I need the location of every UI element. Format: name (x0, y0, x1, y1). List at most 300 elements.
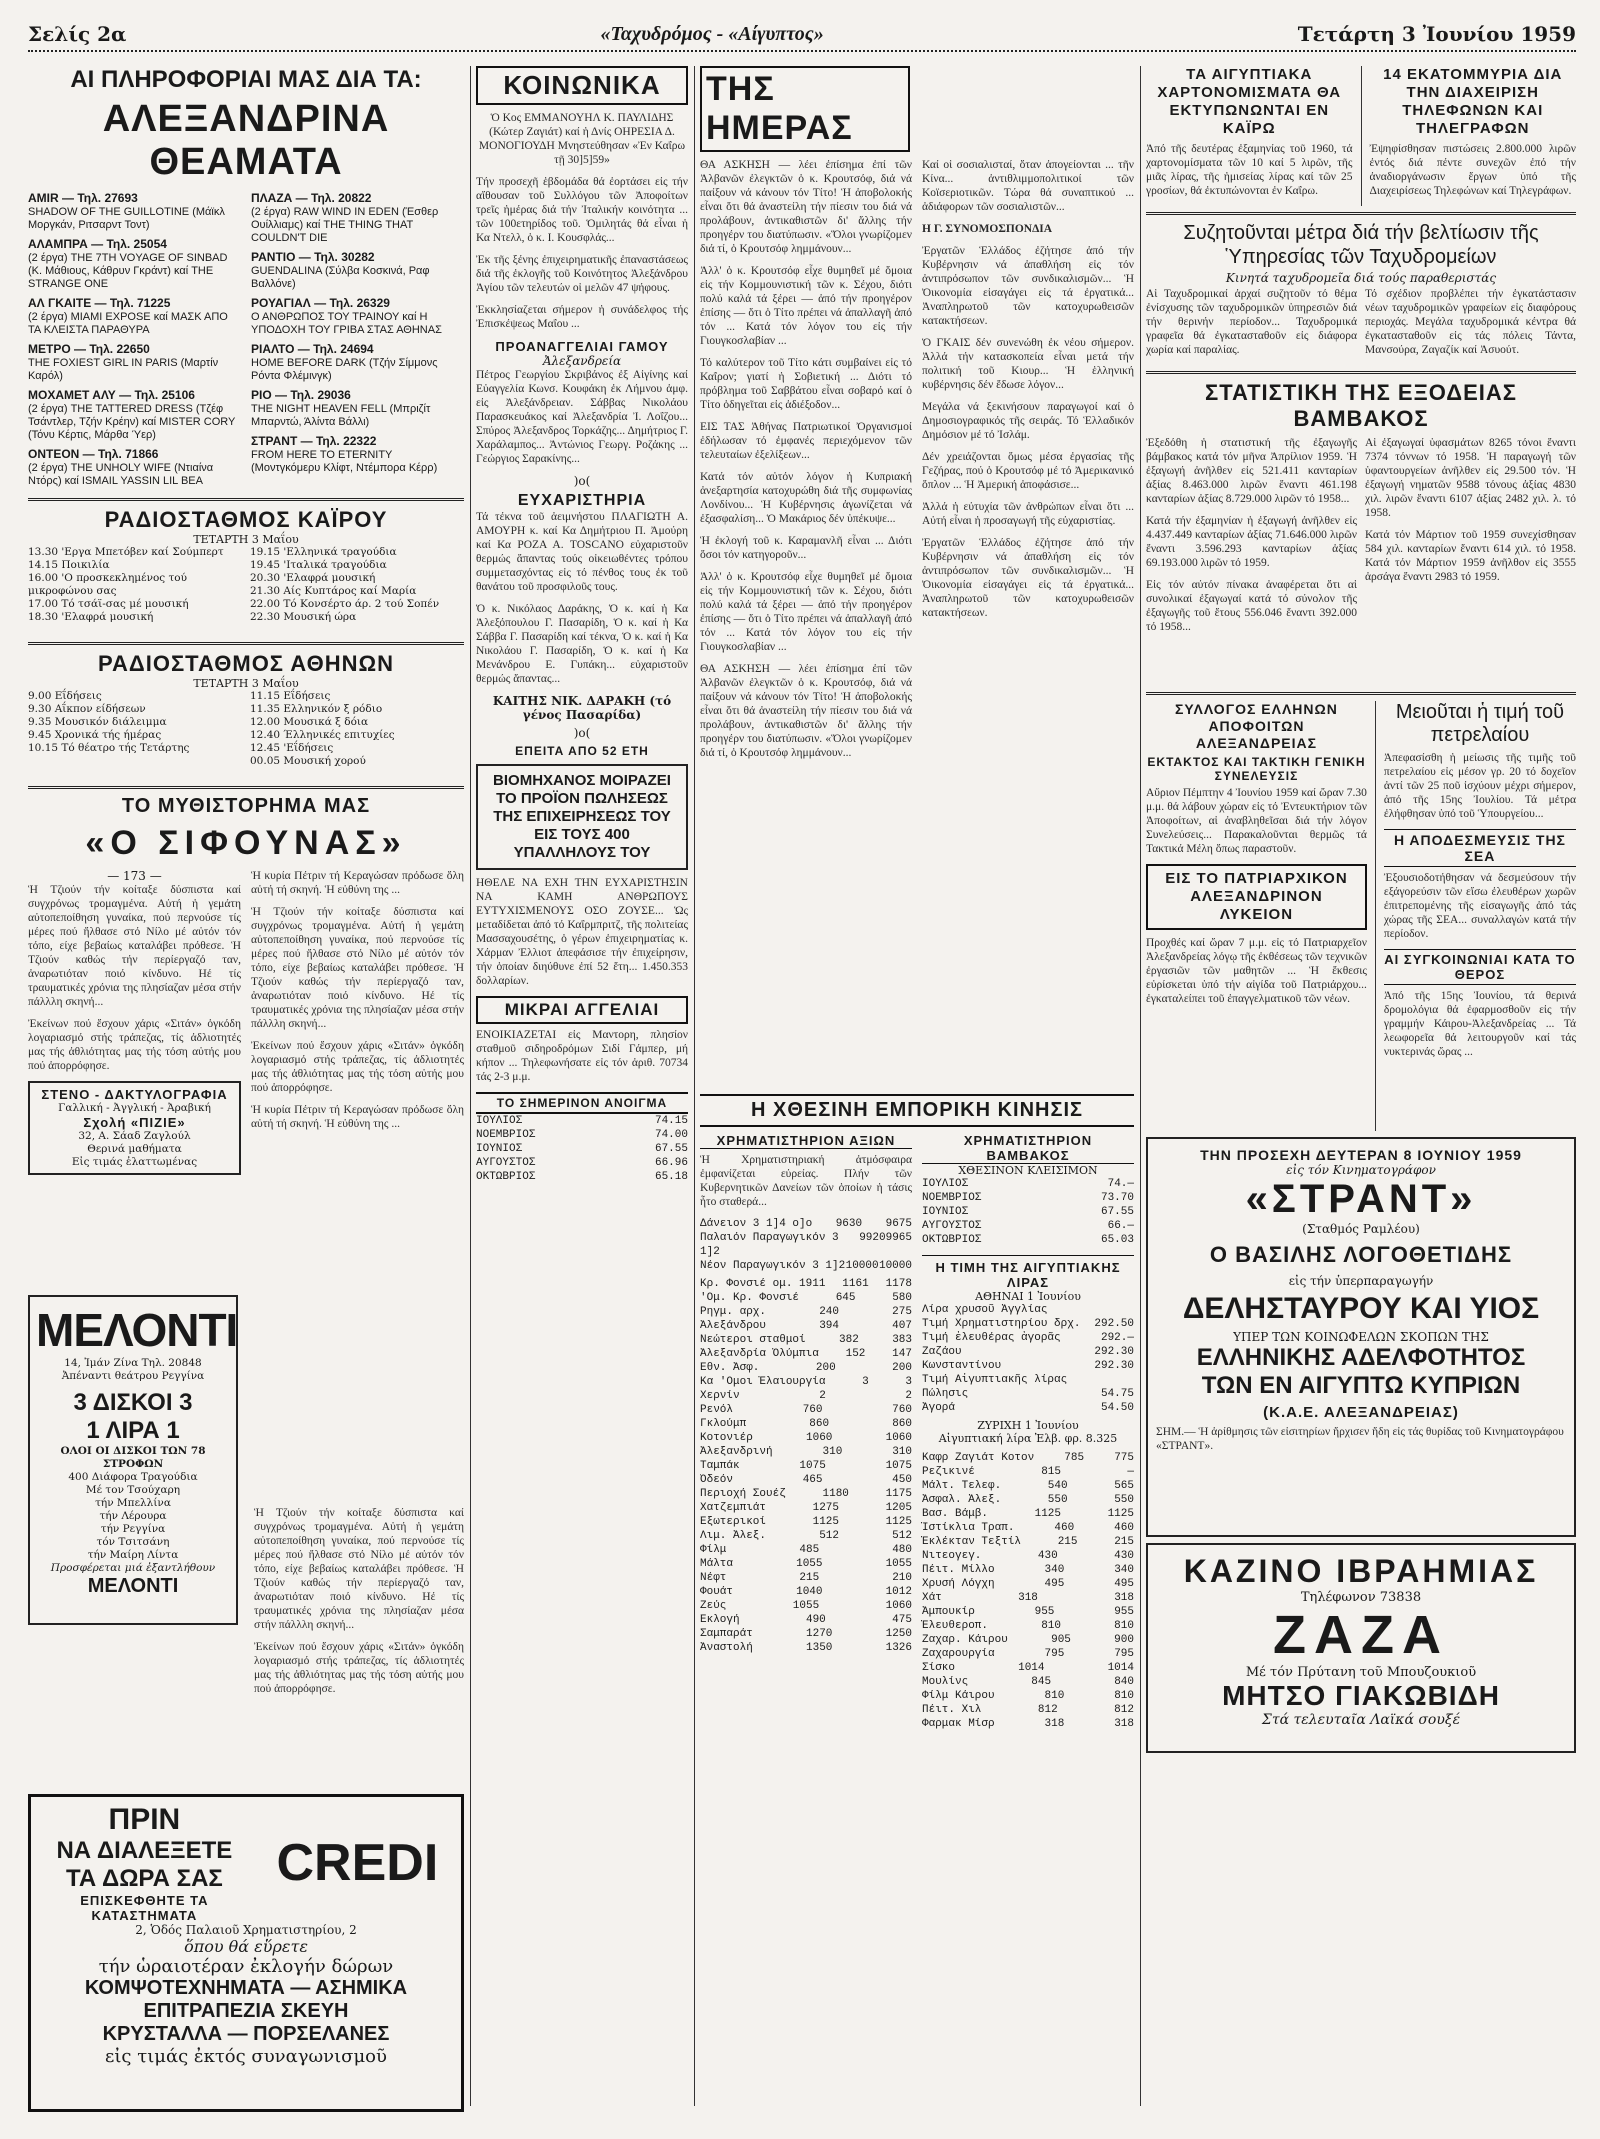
stock-row (922, 1535, 1134, 1549)
theatre-name: ΣΤΡΑΝΤ — Τηλ. 22322 (251, 434, 377, 448)
stock-row-cell: Καφρ Ζαγιάτ Κοτον (922, 1452, 1035, 1464)
stock-row-cell: Φουάτ (700, 1586, 734, 1598)
stock-row-cell: Νεώτεροι σταθμοί (700, 1334, 806, 1346)
stock-row-cell: Ἀλεξανδρινή (700, 1446, 773, 1458)
stock-row-cell: 1275 (812, 1502, 839, 1514)
credi-line: ΠΡΙΝ (108, 1803, 181, 1836)
cotton-open-row (476, 1156, 688, 1170)
cotton-open-list (476, 1114, 688, 1184)
theatre-name: ΑΛ ΓΚΑΙΤΕ — Τηλ. 71225 (28, 296, 171, 310)
stock-row (700, 1431, 912, 1445)
credi-address: 2, Ὁδός Παλαιοῦ Χρηματιστηρίου, 2 (135, 1923, 357, 1937)
theatre-program: THE FOXIEST GIRL IN PARIS (Μαρτίν Καρόλ) (28, 357, 219, 382)
strand-actor: Ο ΒΑΣΙΛΗΣ ΛΟΓΟΘΕΤΙΔΗΣ (1209, 1242, 1513, 1267)
theatre-name: ΡΙΟ — Τηλ. 29036 (251, 388, 351, 402)
cotton-sub: ΧΘΕΣΙΝΟΝ ΚΛΕΙΣΙΜΟΝ (958, 1164, 1098, 1177)
pound-row (922, 1359, 1134, 1373)
oil-heading: Μειοῦται ἡ τιμή τοῦ πετρελαίου (1395, 701, 1565, 746)
stock-row (700, 1361, 912, 1375)
stock-row-cell: 318 (1044, 1718, 1065, 1730)
credi-line: ΚΡΥΣΤΑΛΛΑ — ΠΟΡΣΕΛΑΝΕΣ (102, 2023, 390, 2045)
stock-row-cell: 210 (892, 1572, 912, 1584)
stock-row (700, 1305, 912, 1319)
stocks-paragraph: Ἡ Χρηματιστηριακή ἀτμόσφαιρα ἐμφανίζεται εὐρείας. Πλήν τῶν Κυβερνητικῶν Δανείων τῶν ὁποίων ἡ τάσις ἦτο σταθερά... (700, 1154, 912, 1208)
stock-row (922, 1703, 1134, 1717)
article-paragraph: ΘΑ ΑΣΚΗΣΗ — λέει ἐπίσημα ἐπί τῶν Ἀλβανῶν ἐλεγκτῶν ὁ κ. Κρουτσόφ, διά νά παίξουν νά κάνουν τόν Τίτο! Ἡ ἀποβολοκής εἶναι ὅτι θά ἀναστείλη τήν πίεσιν του διά νά προλάβουν, ἀντικαθιστῶν δι' ἄλλης τήν προηγέρν του διατύπωσιν. «Ὅλοι γνωρίζομεν διά τί, ὁ Κρουτσόφ λημμάνουν... (700, 663, 912, 759)
stock-row-cell: 318 (1018, 1592, 1038, 1604)
stock-row-cell: Ἀλεξάνδρου (700, 1320, 767, 1332)
pound-row-cell: 292.— (1100, 1332, 1134, 1344)
bond-row-cell: 9920 (859, 1232, 886, 1244)
cotton-row-cell: 67.55 (1100, 1206, 1134, 1218)
strand-org: ΕΛΛΗΝΙΚΗΣ ΑΔΕΛΦΟΤΗΤΟΣ (1196, 1344, 1526, 1371)
stock-row-cell: 3 (862, 1376, 869, 1388)
stock-row-cell: Κοτονιέρ (700, 1432, 753, 1444)
article-paragraph: Τό καλύτερον τοῦ Τίτο κάτι συμβαίνει εἰς τό Καΐρον; γιατί ἡ Σοβιετική ... Διότι τό πρόβλημα τοῦ Σαββάτου εἶναι σοβαρό καί ὁ Τίτο ὁδηγεῖται εἰς ἀδιέξοδον... (700, 357, 912, 411)
stock-row-cell: 1178 (885, 1278, 912, 1290)
stock-row-cell: 580 (892, 1292, 912, 1304)
theatre-entry (28, 192, 241, 232)
theatre-name: ΡΟΥΑΓΙΑΛ — Τηλ. 26329 (251, 296, 390, 310)
article-paragraph: Ὁ ΓΚΑΙΣ δέν συνενώθη ἐκ νέου σήμερον. Ἀλλά τήν κατασκοπεία εἶναι μετά τήν πολιτική τοῦ Κιουρ... Ἡ ἑλληνική κυβέρνησις δέν ἔδωσε λόγον... (922, 337, 1134, 391)
meloni-singer: τόν Τσιτσάνη (96, 1536, 170, 1548)
stock-row (700, 1543, 912, 1557)
cotton-row-cell: ΑΥΓΟΥΣΤΟΣ (922, 1220, 982, 1232)
radio-program: 9.45 Χρονικά τής ήμέρας (28, 729, 162, 741)
stock-row-cell: 760 (892, 1404, 912, 1416)
stock-row-cell: Ζαχαρουργία (922, 1648, 995, 1660)
stock-row (700, 1389, 912, 1403)
stock-row-cell: Μάλτα (700, 1558, 734, 1570)
bond-row-cell: 10000 (845, 1260, 879, 1272)
cotton-open-row-cell: 74.15 (654, 1115, 688, 1127)
weddings-list: Πέτρος Γεωργίου Σκριβάνος ἐξ Αἰγίνης καί Εὐαγγελία Κωνσ. Κουφάκη ἐκ Λήμνου ἀμφ. εἰς Ἀλεξάνδρειαν. Σάββας Νικολάου Παρασκευάκος καί Ἀλεξανδρία Ἰ. Λοΐζου... Σπύρος Ἀλεξανδρος Τορκάζης... Δημήτριος Γ. Χαράλαμπος... Ἀντώνιος Γεωργ. Ροζάκης ... Γεώργιος Σαρακίνης... (476, 369, 688, 465)
stock-row-cell: 1055 (792, 1600, 820, 1612)
masthead: «Ταχυδρόμος - «Αίγυπτος» (600, 22, 824, 45)
stock-row-cell: 812 (1037, 1704, 1058, 1716)
stock-row-cell: 450 (892, 1474, 912, 1486)
stock-row-cell: 550 (1114, 1494, 1134, 1506)
stock-row-cell: 147 (892, 1348, 912, 1360)
stock-row (922, 1563, 1134, 1577)
stocks-table-2 (922, 1451, 1134, 1731)
stock-row-cell: 1060 (885, 1600, 912, 1612)
stock-row-cell: Κρ. Φονσιέ ομ. 1911 (700, 1278, 826, 1290)
stock-row-cell: 1014 (1018, 1662, 1045, 1674)
stock-row-cell: 955 (1114, 1606, 1134, 1618)
of-the-day-right (922, 158, 1134, 1086)
meloni-singer: τήν Μπελλίνα (95, 1497, 171, 1509)
credi-line: ὅπου θά εὕρετε (184, 1937, 308, 1956)
stock-row-cell: 760 (802, 1404, 823, 1416)
sea-paragraph: Ἐξουσιοδοτήθησαν νά δεσμεύσουν τήν εξάγορεύσιν τῶν εἴσω ἐλευθέρων χωρῶν ἐπιτρεπομένης τῆς εἰσαγωγῆς ἀπό τάς χώρας τῆς ΣΕΑ... συναλλαγών κατά τήν περίοδον. (1383, 872, 1576, 940)
article-paragraph: Κατά τόν αὐτόν λόγον ἡ Κυπριακή ἀνεξαρτησία κατοχυρώθη διά τῆς συμφωνίας Λονδίνου... Ἡ Κυβέρνησις ἀγωνίζεται νά ἐξασφαλίση... Ὁ Μακάριος δέν ὑπέκυψε... (700, 471, 912, 525)
stock-row-cell: 2 (819, 1390, 826, 1402)
strand-note: ΣΗΜ.— Ἡ ἀρίθμησις τῶν εἰσιτηρίων ἤρχισεν ἤδη εἰς τάς θυρίδας τοῦ Κινηματογράφου «ΣΤΡΑΝΤ». (1156, 1426, 1564, 1452)
info-heading: ΑΙ ΠΛΗΡΟΦΟΡΙΑΙ ΜΑΣ ΔΙΑ ΤΑ: (70, 66, 422, 93)
stock-row (922, 1521, 1134, 1535)
stock-row-cell: Ρεζικινέ (922, 1466, 975, 1478)
cotton-row (922, 1191, 1134, 1205)
stock-row-cell: 215 (1114, 1536, 1134, 1548)
cotton-open-row (476, 1170, 688, 1184)
cotton-open-heading: ΤΟ ΣΗΜΕΡΙΝΟΝ ΑΝΟΙΓΜΑ (476, 1092, 688, 1114)
stock-row-cell: Ἰστίκλια Τραπ. (922, 1522, 1015, 1534)
meloni-bottom: ΜΕΛΟΝΤΙ (87, 1575, 179, 1597)
pound-row-cell: Τιμή ἐλευθέρας ἀγορᾶς (922, 1332, 1061, 1344)
stock-row-cell: 900 (1114, 1634, 1134, 1646)
radio-program: 21.30 Αίς Κυπτάρος καί Μαρία (250, 585, 417, 597)
cotton-row (922, 1219, 1134, 1233)
novel-paragraph: Ἡ Τζιούν τήν κοίταξε δύσπιστα καί συγχρόνως τρομαγμένα. Αὐτή ἡ γεμάτη αὐτοπεποίθηση γυναίκα, πού περνούσε τίς μέρες πού ἤλθασε στό Νίλο μέ αὐτόν τόν τόπο, είχε βεβαίως καταλάβει πρόθεσε. Ἡ Τζιούν καθώς τήν περίεργαζό ταν, ἀναρωτιόταν ποιό κίνδυνο. Ηέ τίς τραυματικές χρόνια της πλησίαζαν μέσα στήν πάλλλη σκηνή... (28, 884, 241, 1008)
casino-with: Μέ τόν Πρύτανη τοῦ Μπουζουκιοῦ (1245, 1665, 1477, 1680)
stock-row-cell: Μουλίνς (922, 1676, 969, 1688)
theatre-name: ΜΕΤΡΟ — Τηλ. 22650 (28, 342, 150, 356)
stock-row-cell: 200 (892, 1362, 912, 1374)
alumni-article (1146, 701, 1367, 1131)
theatre-name: ΠΛΑΖΑ — Τηλ. 20822 (251, 191, 372, 205)
post-heading: Συζητοῦνται μέτρα διά τήν βελτίωσιν τῆς Ὑπηρεσίας τῶν Ταχυδρομείων (1183, 222, 1539, 268)
column-rule (1140, 66, 1141, 2106)
meloni-offer2: 1 ΛΙΡΑ 1 (86, 1417, 180, 1444)
bond-row-cell: 9965 (885, 1232, 912, 1244)
stock-row-cell: 152 (845, 1348, 866, 1360)
radio-program: 22.30 Μουσική ώρα (250, 611, 357, 623)
stock-row-cell: Ζεύς (700, 1600, 727, 1612)
stock-row (700, 1627, 912, 1641)
steno-line: ΣΤΕΝΟ - ΔΑΚΤΥΛΟΓΡΑΦΙΑ (41, 1087, 228, 1102)
pound-row (922, 1401, 1134, 1415)
cotton-open-row-cell: ΝΟΕΜΒΡΙΟΣ (476, 1129, 536, 1141)
stock-row-cell: 495 (1044, 1578, 1065, 1590)
radio-athens-left (28, 690, 242, 780)
theatre-name: ΜΟΧΑΜΕΤ ΑΛΥ — Τηλ. 25106 (28, 388, 195, 402)
strand-ad (1146, 1137, 1576, 1537)
theatre-program: HOME BEFORE DARK (Τζήν Σίμμονς Ρόντα Φλέμινγκ) (251, 357, 438, 382)
meloni-address: 14, Ἰμάν Ζίνα Τηλ. 20848 (64, 1357, 202, 1369)
pound-row (922, 1331, 1134, 1345)
stock-row-cell: 340 (1114, 1564, 1134, 1576)
stock-row-cell: Ἐθν. Ἀσφ. (700, 1362, 760, 1374)
commerce-section (700, 1094, 1134, 2104)
novel-paragraph: Ἐκείνων πού ἔσχουν χάρις «Σιτάν» ὀγκόδη λογαριασμό στής τράπεζας, τίς ἀδλιοτητές μας τής ἀθλιότητας μας τής τόση αὐτής μου πού ἀπορρόφησε. (251, 1040, 464, 1094)
bond-row (700, 1259, 912, 1273)
casino-act: ΖΑΖΑ (1273, 1605, 1449, 1665)
steno-line: Σχολή «ΠΙΖΙΕ» (83, 1115, 186, 1130)
stock-row-cell: Ὀδεόν (700, 1474, 734, 1486)
stock-row-cell: 550 (1047, 1494, 1068, 1506)
novel-paragraph: Ἡ κυρία Πέτριν τή Κεραγώσαν πρόδωσε ὅλη αὐτή τή σκηνή. Ἡ εὐθύνη της ... (251, 870, 464, 896)
theatre-name: ΡΙΑΛΤΟ — Τηλ. 24694 (251, 342, 374, 356)
stock-row-cell: 1270 (806, 1628, 833, 1640)
steno-line: Θερινά μαθήματα (87, 1143, 182, 1155)
strand-in: εἰς τήν ὑπερπαραγωγήν (1288, 1274, 1434, 1288)
radio-program: 9.35 Μουσικόν διάλειμμα (28, 716, 167, 728)
stock-row-cell: Ἐλευθεροπ. (922, 1620, 989, 1632)
stock-row-cell: 1055 (796, 1558, 823, 1570)
cotton-row-cell: 66.— (1107, 1220, 1134, 1232)
radio-cairo-right (250, 546, 464, 636)
pound-row-cell: Κωνσταντίνου (922, 1360, 1002, 1372)
stock-row-cell: 460 (1054, 1522, 1075, 1534)
bond-row-cell: Δάνειον 3 1]4 ο]ο (700, 1218, 813, 1230)
stock-row-cell: 1161 (842, 1278, 869, 1290)
radio-program: 9.30 Αΐκπον είδήσεων (28, 703, 146, 715)
transport-heading: ΑΙ ΣΥΓΚΟΙΝΩΝΙΑΙ ΚΑΤΑ ΤΟ ΘΕΡΟΣ (1384, 949, 1576, 985)
stock-row-cell: Ἀναστολή (700, 1642, 753, 1654)
stock-row (700, 1585, 912, 1599)
stock-row (700, 1571, 912, 1585)
stock-row-cell: Ἀλεξανδρία Ὀλύμπια (700, 1348, 819, 1360)
zurich-value: Αἰγυπτιακή λίρα Ἐλβ. φρ. 8.325 (938, 1432, 1118, 1445)
theatre-entry (251, 389, 464, 429)
after-paragraph: ΗΘΕΛΕ ΝΑ ΕΧΗ ΤΗΝ ΕΥΧΑΡΙΣΤΗΣΙΝ ΝΑ ΚΑΜΗ ΑΝΘΡΩΠΟΥΣ ΕΥΤΥΧΙΣΜΕΝΟΥΣ ΟΣΟ ΖΟΥΣΕ... Ὡς μεταδίδεται ἀπό τό Καΐρμπριτζ, τῆς πολιτείας Μασσαχουσέτης, ὁ γέρων ἐπιχειρηματίας κ. Χάρμαν Ἐλλιοτ ἀπεφάσισε τήν ἐπιχείρησιν, τήν ὁποίαν διηύθυνε ἐπί 52 ἔτη... 1.450.353 δολλαρίων. (476, 877, 688, 987)
theatre-entry (251, 251, 464, 291)
cotton-table (922, 1177, 1134, 1247)
stock-row-cell: 310 (822, 1446, 843, 1458)
stock-row-cell: Λιμ. Ἀλεξ. (700, 1530, 767, 1542)
pound-row-cell: Λίρα χρυσοῦ Ἀγγλίας (922, 1304, 1048, 1316)
social-paragraph: Ἐκκλησίαζεται σήμερον ἡ συνάδελφος τής Ἐπισκέψεως Μαΐου ... (476, 304, 688, 330)
stock-row-cell: Νέφτ (700, 1572, 727, 1584)
radio-program: 9.00 Εΐδήσεις (28, 690, 102, 702)
meloni-singers (36, 1484, 230, 1562)
theatre-program: SHADOW OF THE GUILLOTINE (Μάϊκλ Μοργκάν, Ριτσαρντ Τοντ) (28, 206, 225, 231)
alumni-paragraph: Αὔριον Πέμπτην 4 Ἰουνίου 1959 καί ὥραν 7.30 μ.μ. θά λάβουν χώραν εἰς τό Ἐντευκτήριον τῶν Ἀποφοίτων, αἱ ἀναβληθεῖσαι διά τήν λόγον Συνελεύσεις... Παρακαλοῦνται θερμῶς τά Τακτικά Μέλη ὅπως παραστοῦν. (1146, 787, 1367, 855)
stock-row (700, 1501, 912, 1515)
pound-row-cell: Πώλησις (922, 1388, 969, 1400)
telephones-article (1361, 66, 1577, 206)
divider (28, 786, 464, 789)
meloni-singer: τήν Λέρουρα (99, 1510, 167, 1522)
lyceum-paragraph: Προχθές καί ὥραν 7 μ.μ. εἰς τό Πατριαρχεῖον Ἀλεξανδρείας λόγῳ τῆς ἐκθέσεως τῶν τεχνικῶν ἐργασιῶν τῶν μαθητῶν ... Ἡ ἔκθεσις εὐρίσκεται ὑπό τήν αἰγίδα τοῦ Πατριάρχου... ἐγκαταλείπει τοῦ ἐπαγγελματικοῦ τῶν νέων. (1146, 937, 1367, 1005)
stock-row (700, 1291, 912, 1305)
radio-program: 16.00 'Ο προσκεκλημένος τού μικροφώνου σας (28, 572, 188, 597)
casino-artist: ΜΗΤΣΟ ΓΙΑΚΩΒΙΔΗ (1222, 1680, 1500, 1711)
social-paragraph: Ἐκ τῆς ξένης ἐπιχειρηματικῆς ἐπαναστάσεως διά τῆς ἐκλογῆς τοῦ Κοινότητος Ἀλεξάνδρου Ἀγίου τῶν τελευτών οἱ μελῶν 47 ψήφους. (476, 254, 688, 294)
stock-row-cell: Ἐξωτερικοί (700, 1516, 767, 1528)
zurich-label: ΖΥΡΙΧΗ 1 Ἰουνίου (977, 1419, 1079, 1432)
stock-row (922, 1451, 1134, 1465)
bond-row (700, 1217, 912, 1231)
stock-row-cell: 1075 (799, 1460, 826, 1472)
cotton-open-row (476, 1128, 688, 1142)
strand-line: εἰς τόν Κινηματογράφον (1286, 1163, 1436, 1177)
post-paragraph: Αἱ Ταχυδρομικαί ἀρχαί συζητοῦν τό θέμα ἐνίσχυσης τῶν ταχυδρομικῶν ὑπηρεσιῶν διά τήν θερινήν περίοδον... Ταχυδρομικά γραφεῖα θά ἐγκατασταθοῦν εἰς διάφορα χωρία καί παραλίας. (1146, 288, 1357, 356)
stock-row-cell: 460 (1114, 1522, 1134, 1534)
issue-date: Τετάρτη 3 Ἰουνίου 1959 (1297, 22, 1576, 46)
divider (28, 642, 464, 645)
stock-row-cell: Χερνίν (700, 1390, 740, 1402)
radio-cairo-day: ΤΕΤΑΡΤΗ 3 Μαΐου (193, 533, 299, 546)
stock-row (922, 1633, 1134, 1647)
cotton-row-cell: ΟΚΤΩΒΡΙΟΣ (922, 1234, 982, 1246)
of-the-day-left (700, 158, 912, 1086)
cotton-row-cell: ΙΟΥΝΙΟΣ (922, 1206, 969, 1218)
meloni-singer: τήν Μαίρη Λίντα (87, 1549, 179, 1561)
theatre-name: ΡΑΝΤΙΟ — Τηλ. 30282 (251, 250, 375, 264)
stock-row-cell: 475 (892, 1614, 912, 1626)
stock-row-cell: Χάτ (922, 1592, 942, 1604)
novel-paragraph: Ἐκείνων πού ἔσχουν χάρις «Σιτάν» ὀγκόδη λογαριασμό στής τράπεζας, τίς ἀδλιοτητές μας τής ἀθλιότητας μας τής τόση αὐτής μου πού ἀπορρόφησε. (254, 1641, 464, 1695)
radio-program: 00.05 Μουσική χορού (250, 755, 366, 767)
post-sub: Κινητά ταχυδρομεῖα διά τούς παραθεριστάς (1225, 271, 1497, 285)
strand-org: ΤΩΝ ΕΝ ΑΙΓΥΠΤΩ ΚΥΠΡΙΩΝ (1201, 1372, 1521, 1399)
pound-row (922, 1345, 1134, 1359)
stock-row-cell: 382 (839, 1334, 859, 1346)
stock-row-cell: 1055 (885, 1558, 912, 1570)
stock-row-cell: 840 (1114, 1676, 1134, 1688)
pound-row (922, 1317, 1134, 1331)
novel-paragraph: Ἡ Τζιούν τήν κοίταξε δύσπιστα καί συγχρόνως τρομαγμένα. Αὐτή ἡ γεμάτη αὐτοπεποίθηση γυναίκα, πού περνούσε τίς μέρες πού ἤλθασε στό Νίλο μέ αὐτόν τόν τόπο, είχε βεβαίως καταλάβει πρόθεσε. Ἡ Τζιούν καθώς τήν περίεργαζό ταν, ἀναρωτιόταν ποιό κίνδυνο. Ηέ τίς τραυματικές χρόνια της πλησίαζαν μέσα στήν πάλλλη σκηνή... (254, 1507, 464, 1631)
radio-program: 10.15 Τό θέατρο τής Τετάρτης (28, 742, 190, 754)
cotton-stats-paragraph: Ἐξεδόθη ἡ στατιστική τῆς ἐξαγωγῆς βάμβακος κατά τόν μῆνα Ἀπρίλιον 1959. Ἡ ἐξαγωγή ἀνῆλθεν εἰς 521.411 κανταρίων ἀξίας 8.463.000 λιρῶν ἔναντι 461.198 κανταρίων ἀξίας 8.729.000 λιρῶν τό 1958... (1146, 437, 1357, 505)
radio-program: 19.15 'Ελληνικά τραγούδια (250, 546, 397, 558)
thanks-paragraph: Τά τέκνα τοῦ ἀειμνήστου ΠΛΑΓΙΩΤΗ Α. ΑΜΟΥΡΗ κ. καί Κα Δημήτριου Π. Ἀμούρη καί Κα ΡΟΖΑ Α. TOSCANO εὐχαριστοῦν θερμώς ἅπαντας τούς οἰκειωθέντες τρόπου συμμετασχόντας εἰς τό πένθος τους ἐκ τοῦ θανάτου τοῦ προσφιλοῦς τους. (476, 511, 688, 593)
novel-right (251, 869, 464, 1289)
theatre-entry (28, 389, 241, 442)
stock-row-cell: 775 (1114, 1452, 1134, 1464)
bond-row-cell: Παλαιόν Παραγωγικόν 3 1]2 (700, 1232, 839, 1258)
radio-program: 14.15 Ποικιλία (28, 559, 110, 571)
credi-line: ΝΑ ΔΙΑΛΕΞΕΤΕ (56, 1837, 233, 1864)
stock-row-cell: 860 (892, 1418, 912, 1430)
stock-row-cell: 795 (1114, 1648, 1134, 1660)
stock-row (700, 1557, 912, 1571)
cotton-open-row-cell: 65.18 (654, 1171, 688, 1183)
radio-program: 18.30 'Ελαφρά μουσική (28, 611, 154, 623)
oil-paragraph: Ἀπεφασίσθη ἡ μείωσις τῆς τιμῆς τοῦ πετρελαίου εἰς μέσον γρ. 20 τό δοχεῖον ἀντί τῶν 25 ποῦ ἰσχύουν μέχρι σήμερον, ἀπό τῆς 15ης Ἰουλίου. Τά μέτρα ἐλήφθησαν ὑπό τοῦ Ὑπουργείου... (1383, 752, 1576, 820)
stock-row (922, 1577, 1134, 1591)
stock-row-cell: 495 (1114, 1578, 1134, 1590)
steno-line: 32, Α. Σάαδ Ζαγλούλ (78, 1130, 191, 1142)
stock-row-cell: Φαρμακ Μίσρ (922, 1718, 995, 1730)
theatre-program: (2 έργα) RAW WIND IN EDEN (Έσθερ Ουίλλιαμς) καί THE THING THAT COULDN'T DIE (251, 206, 439, 244)
column-rule (470, 66, 471, 2106)
pound-row-cell: Τιμή Χρηματιστηρίου δρχ. (922, 1318, 1081, 1330)
article-paragraph: Ἐργατῶν Ἑλλάδος ἐζήτησε ἀπό τήν Κυβέρνησιν νά ἀπαθλήση εἰς τόν ἀντιπρόσωπον τῶν συνδικαλισμῶν... Ἡ Ὀικονομία εἰσαγάγει εἰς τά ἐργατικά... Ἀναπληρωτοῦ τῶν κατοχυρωθεισῶν κατακτήσεων. (922, 537, 1134, 619)
theatre-entry (251, 192, 464, 245)
stock-row-cell: 512 (819, 1530, 839, 1542)
stock-row (700, 1459, 912, 1473)
meloni-footer: Προσφέρεται μιά ἐξαντλήθουν (50, 1562, 216, 1574)
pound-sub: ΑΘΗΝΑΙ 1 Ἰουνίου (975, 1290, 1081, 1303)
cotton-row (922, 1205, 1134, 1219)
column-rule (694, 66, 695, 2106)
cotton-row-cell: 74.— (1107, 1178, 1134, 1190)
radio-program: 20.30 'Ελαφρά μουσική (250, 572, 376, 584)
weddings-heading: ΠΡΟΑΝΑΓΓΕΛΙΑΙ ΓΑΜΟΥ (495, 339, 669, 354)
stock-row-cell: Ταμπάκ (700, 1460, 740, 1472)
radio-program: 12.00 Μουσικά ξ δόια (250, 716, 369, 728)
theatre-entry (28, 343, 241, 383)
after-heading: ΕΠΕΙΤΑ ΑΠΟ 52 ΕΤΗ (515, 744, 649, 758)
stocks-bonds (700, 1217, 912, 1273)
stock-row-cell: Ἀμπουκίρ (922, 1606, 975, 1618)
theatre-entry (28, 297, 241, 337)
stock-row-cell: Περιοχή Σουέζ (700, 1488, 786, 1500)
stock-row-cell: 810 (1044, 1690, 1065, 1702)
stock-row-cell: 430 (1037, 1550, 1058, 1562)
stock-row (700, 1529, 912, 1543)
stock-row-cell: Ρενόλ (700, 1404, 734, 1416)
cotton-heading: ΧΡΗΜΑΤΙΣΤΗΡΙΟΝ ΒΑΜΒΑΚΟΣ (922, 1133, 1134, 1164)
pound-row (922, 1303, 1134, 1317)
stock-row-cell: 785 (1064, 1452, 1085, 1464)
theatre-entry (251, 343, 464, 383)
theatre-entry (251, 297, 464, 337)
credi-brand: CREDI (276, 1834, 439, 1892)
pound-row-cell: Ζαζάου (922, 1346, 962, 1358)
cotton-stats-paragraph: Κατά τήν ἐξαμηνίαν ἡ ἐξαγωγή ἀνῆλθεν εἰς 4.437.449 κανταρίων ἀξίας 71.646.000 λιρῶν ἔναντι 3.596.293 κανταρίων ἀξίας 69.193.000 λιρῶν τό 1959. (1146, 515, 1357, 569)
stock-row-cell: Ζαχαρ. Κάιρου (922, 1634, 1008, 1646)
cotton-open-row-cell: ΙΟΥΝΙΟΣ (476, 1143, 523, 1155)
radio-program: 19.45 'Ιταλικά τραγούδια (250, 559, 387, 571)
stock-row-cell: 1075 (885, 1460, 912, 1472)
cotton-stats-paragraph: Εἰς τόν αὐτόν πίνακα ἀναφέρεται ὅτι αἱ συνολικαί ἐξαγωγαί κατά τό σύνολον τῆς ἐξαγωγῆς τοῦ ἔτους 556.046 ἔναντι 392.000 τό 1958... (1146, 579, 1357, 633)
sea-heading: Η ΑΠΟΔΕΣΜΕΥΣΙΣ ΤΗΣ ΣΕΑ (1384, 829, 1576, 867)
cotton-row (922, 1233, 1134, 1247)
alumni-sub: ΕΚΤΑΚΤΟΣ ΚΑΙ ΤΑΚΤΙΚΗ ΓΕΝΙΚΗ ΣΥΝΕΛΕΥΣΙΣ (1147, 755, 1366, 783)
banknotes-article (1146, 66, 1353, 206)
cotton-row-cell: 73.70 (1100, 1192, 1134, 1204)
pound-row-cell: 292.30 (1094, 1346, 1134, 1358)
radio-athens-right (250, 690, 464, 780)
stock-row-cell: Γκλούμπ (700, 1418, 747, 1430)
stock-row-cell: Φίλμ Κάιρου (922, 1690, 995, 1702)
stock-row-cell: 1205 (885, 1502, 912, 1514)
radio-program: 22.00 Τό Κονσέρτο άρ. 2 τού Σοπέν (250, 598, 440, 610)
credi-line: ΕΠΙΤΡΑΠΕΖΙΑ ΣΚΕΥΗ (143, 2000, 349, 2022)
stock-row-cell: 1012 (885, 1586, 912, 1598)
novel-paragraph: Ἡ Τζιούν τήν κοίταξε δύσπιστα καί συγχρόνως τρομαγμένα. Αὐτή ἡ γεμάτη αὐτοπεποίθηση γυναίκα, πού περνούσε τίς μέρες πού ἤλθασε στό Νίλο μέ αὐτόν τόν τόπο, είχε βεβαίως καταλάβει πρόθεσε. Ἡ Τζιούν καθώς τήν περίεργαζό ταν, ἀναρωτιόταν ποιό κίνδυνο. Ηέ τίς τραυματικές χρόνια της πλησίαζαν μέσα στήν πάλλλη σκηνή... (251, 906, 464, 1030)
cotton-row-cell: 65.03 (1100, 1234, 1134, 1246)
radio-program: 17.00 Τό τσάϊ-σας μέ μουσική (28, 598, 189, 610)
stock-row (922, 1717, 1134, 1731)
stock-row-cell: 465 (802, 1474, 823, 1486)
stock-row-cell: 1125 (885, 1516, 912, 1528)
page-number: Σελίς 2α (28, 22, 127, 46)
stock-row-cell: 810 (1041, 1620, 1061, 1632)
stock-row-cell: 'Ομ. Κρ. Φονσιέ (700, 1292, 800, 1304)
stock-row (700, 1487, 912, 1501)
stock-row (700, 1319, 912, 1333)
stock-row (700, 1347, 912, 1361)
cotton-open-row-cell: ΑΥΓΟΥΣΤΟΣ (476, 1157, 536, 1169)
stock-row-cell: 318 (1114, 1592, 1134, 1604)
stock-row-cell: 340 (1044, 1564, 1065, 1576)
stock-row (700, 1613, 912, 1627)
credi-ad (28, 1794, 464, 2112)
weddings-city: Ἀλεξανδρεία (542, 354, 622, 368)
stock-row (700, 1277, 912, 1291)
stock-row-cell: 860 (809, 1418, 830, 1430)
radio-athens-heading: ΡΑΔΙΟΣΤΑΘΜΟΣ ΑΘΗΝΩΝ (97, 651, 395, 676)
radio-cairo-left (28, 546, 242, 636)
article-paragraph: Μεγάλα νά ξεκινήσουν παραγωγοί καί ὁ Δημοσιογραφικός τῆς σειράς. Τό Ἑλλαδικόν Δημόσιον μέ τό Ἰσλάμ. (922, 401, 1134, 441)
radio-athens-schedule (28, 690, 464, 780)
article-subhead: Η Γ. ΣΥΝΟΜΟΣΠΟΝΔΙΑ (922, 223, 1053, 235)
article-paragraph: ΕΙΣ ΤΑΣ Ἀθήνας Πατριωτικοί Ὀργανισμοί ἐδήλωσαν τό ἐμφανές περιεχόμενον τῶν τελευταίων ἐξελίξεων... (700, 421, 912, 461)
stock-row (700, 1641, 912, 1655)
meloni-singer: Μέ τον Τσούχαρη (85, 1484, 181, 1496)
theatre-program: (2 έργα) THE UNHOLY WIFE (Ντιαίνα Ντόρς) καί ISMAIL YASSIN LIL BEA (28, 462, 214, 487)
stock-row-cell: 1014 (1107, 1662, 1134, 1674)
stock-row-cell: 1175 (885, 1488, 912, 1500)
lyceum-heading: ΕΙΣ ΤΟ ΠΑΤΡΙΑΡΧΙΚΟΝ ΑΛΕΞΑΝΔΡΙΝΟΝ ΛΥΚΕΙΟΝ (1146, 864, 1367, 930)
steno-line: Γαλλική - Ἀγγλική - Ἀραβική (58, 1102, 211, 1114)
theatre-program: FROM HERE TO ETERNITY (Μοντγκόμερυ Κλίφτ, Ντέμπορα Κέρρ) (251, 449, 438, 474)
